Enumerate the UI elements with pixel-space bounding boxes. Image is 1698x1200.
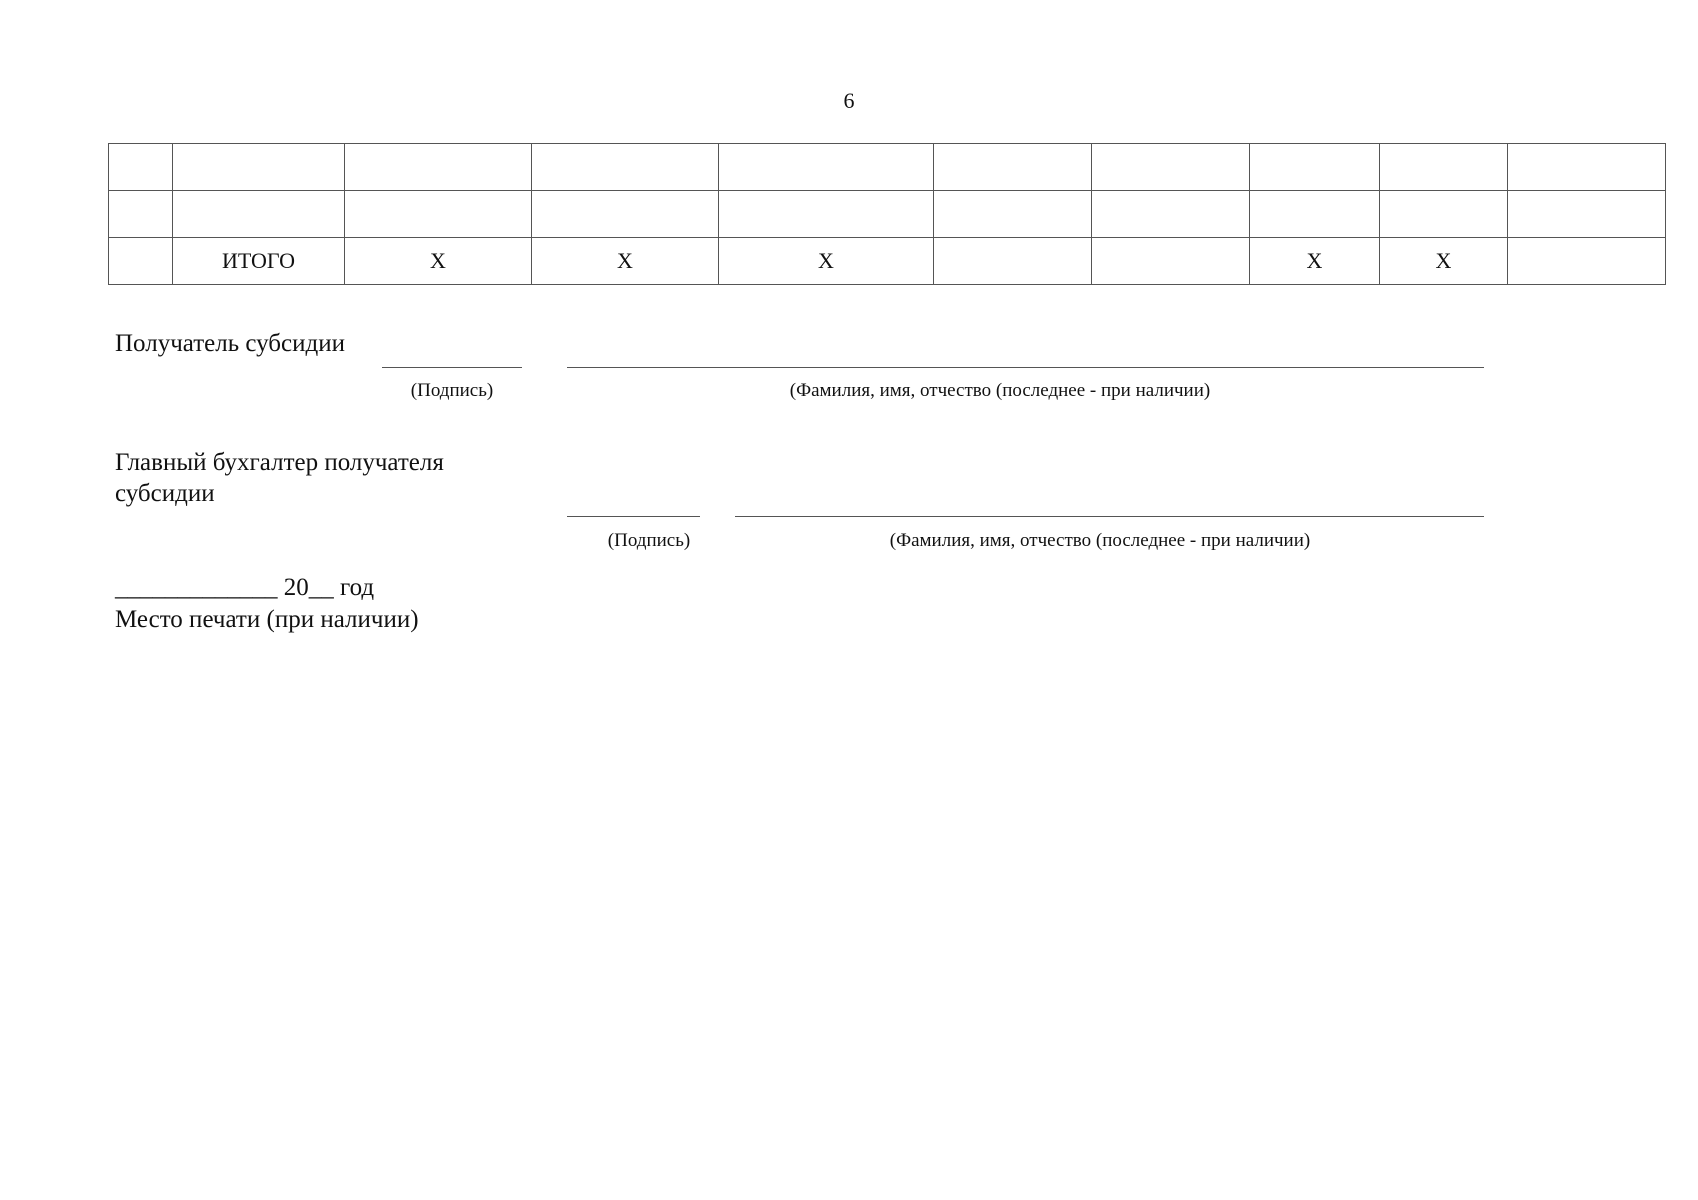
accountant-label-line2: субсидии — [115, 480, 215, 507]
table-cell — [719, 191, 934, 238]
table-cell: Х — [1380, 238, 1508, 285]
date-line: _____________ 20__ год — [115, 574, 375, 601]
table-cell — [1380, 144, 1508, 191]
accountant-name-line — [735, 516, 1484, 517]
recipient-name-line — [567, 367, 1484, 368]
table-cell — [1508, 144, 1666, 191]
table-cell — [532, 144, 719, 191]
table-cell — [1092, 191, 1250, 238]
table-cell — [1250, 191, 1380, 238]
table-cell — [345, 144, 532, 191]
table-cell — [109, 238, 173, 285]
table-cell — [934, 191, 1092, 238]
table-cell — [345, 191, 532, 238]
table-cell — [1508, 238, 1666, 285]
table-cell — [109, 191, 173, 238]
recipient-signature-caption: (Подпись) — [410, 380, 494, 401]
accountant-label-line1: Главный бухгалтер получателя — [115, 449, 444, 476]
total-row — [109, 238, 1666, 285]
table-cell — [173, 144, 345, 191]
table-row — [109, 191, 1666, 238]
stamp-place: Место печати (при наличии) — [115, 606, 419, 633]
table-cell: Х — [1250, 238, 1380, 285]
table-cell: Х — [532, 238, 719, 285]
summary-table — [108, 143, 1666, 285]
accountant-signature-line — [567, 516, 700, 517]
table-cell — [1092, 144, 1250, 191]
table-cell — [1380, 191, 1508, 238]
table-cell — [532, 191, 719, 238]
table-cell — [1250, 144, 1380, 191]
recipient-label: Получатель субсидии — [115, 330, 345, 357]
table-cell — [173, 191, 345, 238]
table-cell — [934, 144, 1092, 191]
page-number: 6 — [843, 88, 855, 113]
table-cell: Х — [719, 238, 934, 285]
accountant-signature-caption: (Подпись) — [607, 530, 691, 551]
table-row — [109, 144, 1666, 191]
accountant-name-caption: (Фамилия, имя, отчество (последнее - при наличии) — [889, 530, 1311, 551]
table-cell — [109, 144, 173, 191]
table-cell — [1508, 191, 1666, 238]
table-cell — [1092, 238, 1250, 285]
total-label: ИТОГО — [173, 238, 345, 285]
recipient-name-caption: (Фамилия, имя, отчество (последнее - при наличии) — [789, 380, 1211, 401]
table-cell — [934, 238, 1092, 285]
table-cell — [719, 144, 934, 191]
table-cell: Х — [345, 238, 532, 285]
recipient-signature-line — [382, 367, 522, 368]
